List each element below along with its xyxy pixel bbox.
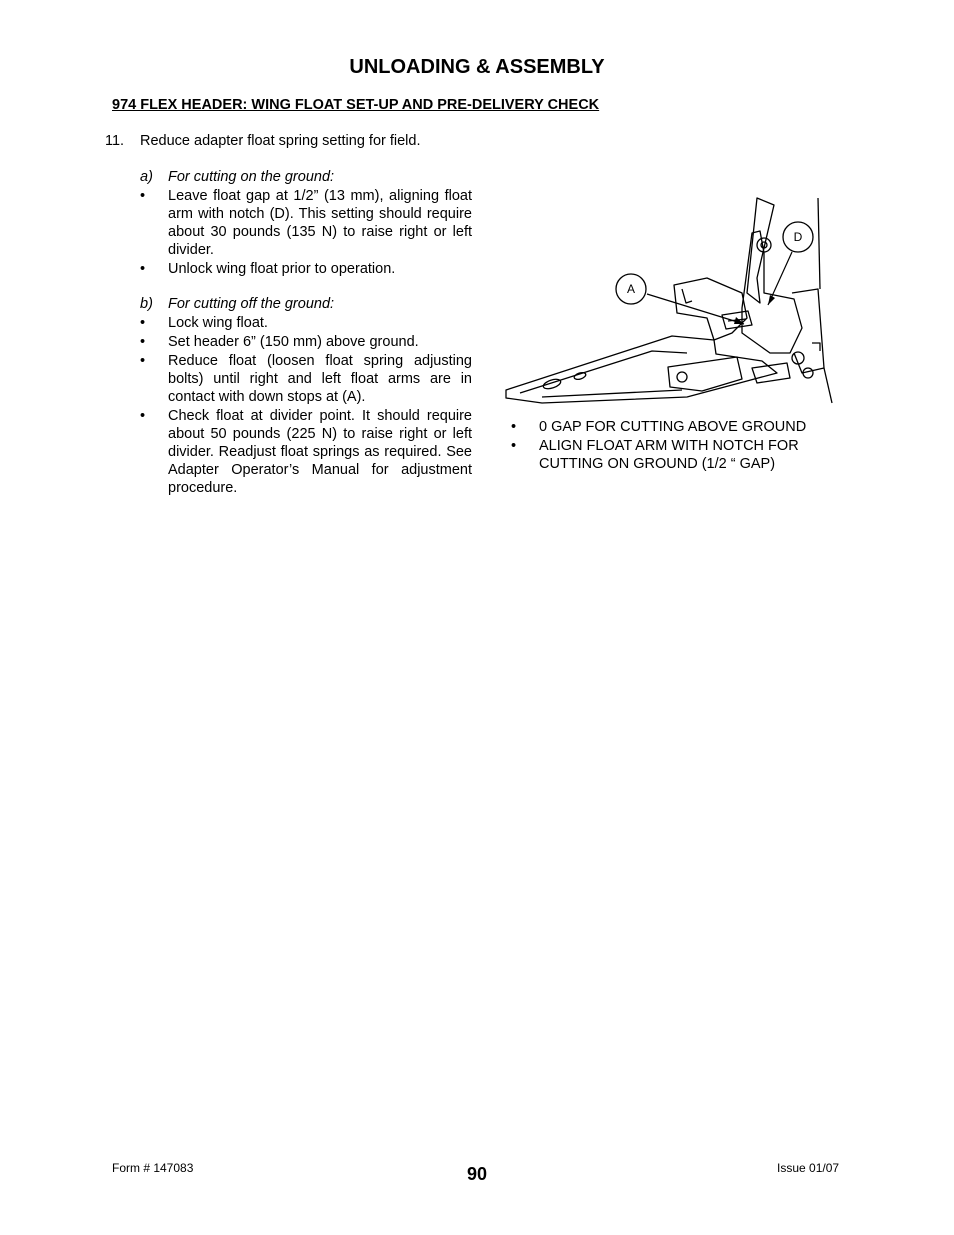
float-arm-shape [506,336,777,403]
page-number: 90 [466,1164,488,1184]
list-item: • Reduce float (loosen float spring adjusting bolts) until right and left float arms are in contact with down stops at (A). [140,352,472,406]
list-item: • 0 GAP FOR CUTTING ABOVE GROUND [511,418,841,436]
callout-a-label: A [626,282,636,296]
subsection-a-text: For cutting on the ground: [168,169,335,185]
list-item: • Lock wing float. [140,314,472,332]
step-number: 11. [105,133,125,149]
list-item: • Set header 6” (150 mm) above ground. [140,333,472,351]
float-arm-illustration [502,193,844,407]
list-item: • Check float at divider point. It should require about 50 pounds (225 N) to raise right or left divider. Readjust float springs as required. See Adapter Operator’s Manual for adjustment procedure. [140,407,472,497]
step-11 [105,133,421,149]
list-item: • ALIGN FLOAT ARM WITH NOTCH FOR CUTTING ON GROUND (1/2 “ GAP) [511,437,841,473]
subsection-b-letter: b) [140,296,153,312]
subsection-a-label [140,168,334,186]
form-number: Form # 147083 [112,1161,194,1175]
figure-notes [511,418,841,474]
list-item: • Leave float gap at 1/2” (13 mm), aligning float arm with notch (D). This setting should require about 30 pounds (135 N) to raise right or left divider. [140,187,472,259]
list-item: • Unlock wing float prior to operation. [140,260,472,278]
page-title: UNLOADING & ASSEMBLY [349,56,605,78]
issue-date: Issue 01/07 [777,1161,840,1175]
subsection-b-list [140,314,472,498]
subsection-a-list [140,187,472,279]
callout-d-label: D [793,230,803,244]
subsection-a-letter: a) [140,169,153,185]
section-heading: 974 FLEX HEADER: WING FLOAT SET-UP AND PRE-DELIVERY CHECK [112,97,600,113]
subsection-b-label [140,295,334,313]
step-text: Reduce adapter float spring setting for field. [140,133,421,149]
subsection-b-text: For cutting off the ground: [168,296,335,312]
